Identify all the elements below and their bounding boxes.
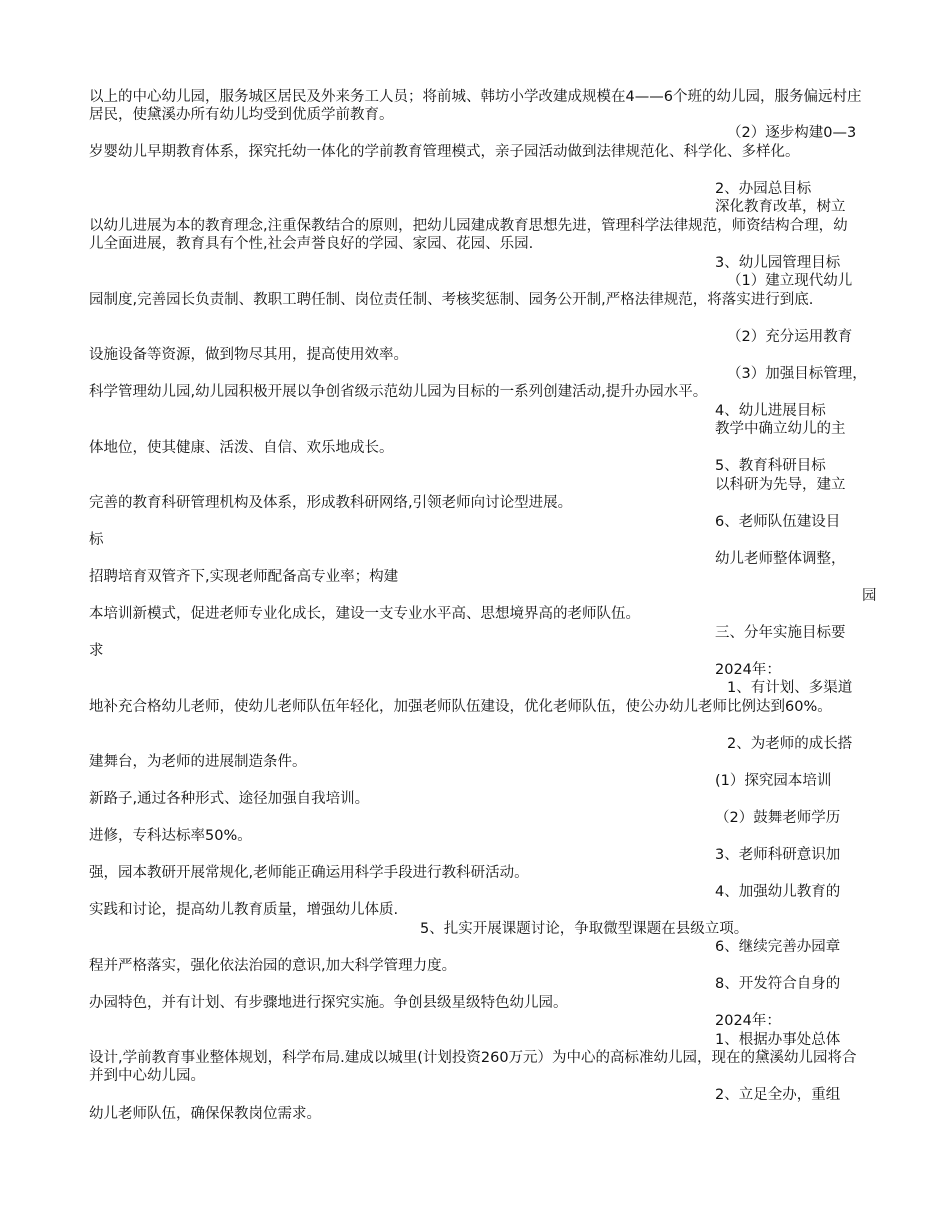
text-line: 招聘培育双管齐下,实现老师配备高专业率；构建 [89,569,399,585]
text-line: 幼儿老师队伍，确保保教岗位需求。 [89,1106,321,1122]
text-line: （2）充分运用教育 [727,329,853,345]
text-line: 4、幼儿进展目标 [715,403,826,419]
text-line: 4、加强幼儿教育的 [715,884,841,900]
text-line: 求 [89,643,104,659]
text-line: 6、继续完善办园章 [715,939,841,955]
text-line: 新路子,通过各种形式、途径加强自我培训。 [89,791,370,807]
text-line: 教学中确立幼儿的主 [715,421,846,437]
text-line: 5、教育科研目标 [715,458,826,474]
text-line: 程并严格落实，强化依法治园的意识,加大科学管理力度。 [89,958,457,974]
text-line: 园 [862,588,877,604]
text-line: 2024年： [715,1013,781,1029]
text-line: （1）建立现代幼儿 [727,273,853,289]
text-line: 三、分年实施目标要 [715,625,846,641]
text-line: 深化教育改革，树立 [715,199,846,215]
text-line: 2、办园总目标 [715,181,812,197]
text-line: 设施设备等资源，做到物尽其用，提高使用效率。 [89,347,408,363]
text-line: （3）加强目标管理， [727,366,867,382]
text-line: 办园特色，并有计划、有步骤地进行探究实施。争创县级星级特色幼儿园。 [89,995,568,1011]
text-line: 强，园本教研开展常规化,老师能正确运用科学手段进行教科研活动。 [89,865,529,881]
text-line: 设计,学前教育事业整体规划，科学布局.建成以城里(计划投资260万元）为中心的高标准幼儿园，现在的黛溪幼儿园将合并到中心幼儿园。 [89,1050,857,1084]
text-line: 完善的教育科研管理机构及体系，形成教科研网络,引领老师向讨论型进展。 [89,495,573,511]
text-line: 地补充合格幼儿老师，使幼儿老师队伍年轻化，加强老师队伍建设，优化老师队伍，使公办幼儿老师比例达到60%。 [89,699,832,715]
text-line: 实践和讨论，提高幼儿教育质量，增强幼儿体质. [89,902,399,918]
text-line: 2024年： [715,662,781,678]
text-line: 园制度,完善园长负责制、教职工聘任制、岗位责任制、考核奖惩制、园务公开制,严格法律规范，将落实进行到底. [89,292,814,308]
text-line: (1）探究园本培训 [715,773,832,789]
text-line: 2、为老师的成长搭 [727,736,853,752]
text-line: （2）鼓舞老师学历 [715,810,841,826]
text-line: 3、幼儿园管理目标 [715,255,841,271]
text-line: 1、有计划、多渠道 [727,680,853,696]
text-line: 建舞台，为老师的进展制造条件。 [89,754,307,770]
text-line: 8、开发符合自身的 [715,976,841,992]
text-line: 标 [89,532,104,548]
text-line: 以科研为先导，建立 [715,477,846,493]
text-line: 科学管理幼儿园,幼儿园积极开展以争创省级示范幼儿园为目标的一系列创建活动,提升办园水平。 [89,384,708,400]
text-line: 幼儿老师整体调整， [715,551,846,567]
text-line: 3、老师科研意识加 [715,847,841,863]
text-line: （2）逐步构建0—3 [727,125,857,141]
text-line: 5、扎实开展课题讨论，争取微型课题在县级立项。 [420,921,749,937]
text-line: 岁婴幼儿早期教育体系，探究托幼一体化的学前教育管理模式，亲子园活动做到法律规范化、科学化、多样化。 [89,144,800,160]
text-line: 本培训新模式，促进老师专业化成长，建设一支专业水平高、思想境界高的老师队伍。 [89,606,640,622]
text-line: 以幼儿进展为本的教育理念,注重保教结合的原则，把幼儿园建成教育思想先进，管理科学法律规范，师资结构合理，幼儿全面进展，教育具有个性,社会声誉良好的学园、家园、花园、乐园. [89,218,848,252]
text-line: 1、根据办事处总体 [715,1032,841,1048]
text-line: 2、立足全办，重组 [715,1087,841,1103]
text-line: 体地位，使其健康、活泼、自信、欢乐地成长。 [89,440,394,456]
text-line: 6、老师队伍建设目 [715,514,841,530]
text-line: 以上的中心幼儿园，服务城区居民及外来务工人员；将前城、韩坊小学改建成规模在4——6个班的幼儿园，服务偏远村庄居民，使黛溪办所有幼儿均受到优质学前教育。 [89,89,862,123]
text-line: 进修，专科达标率50%。 [89,828,252,844]
